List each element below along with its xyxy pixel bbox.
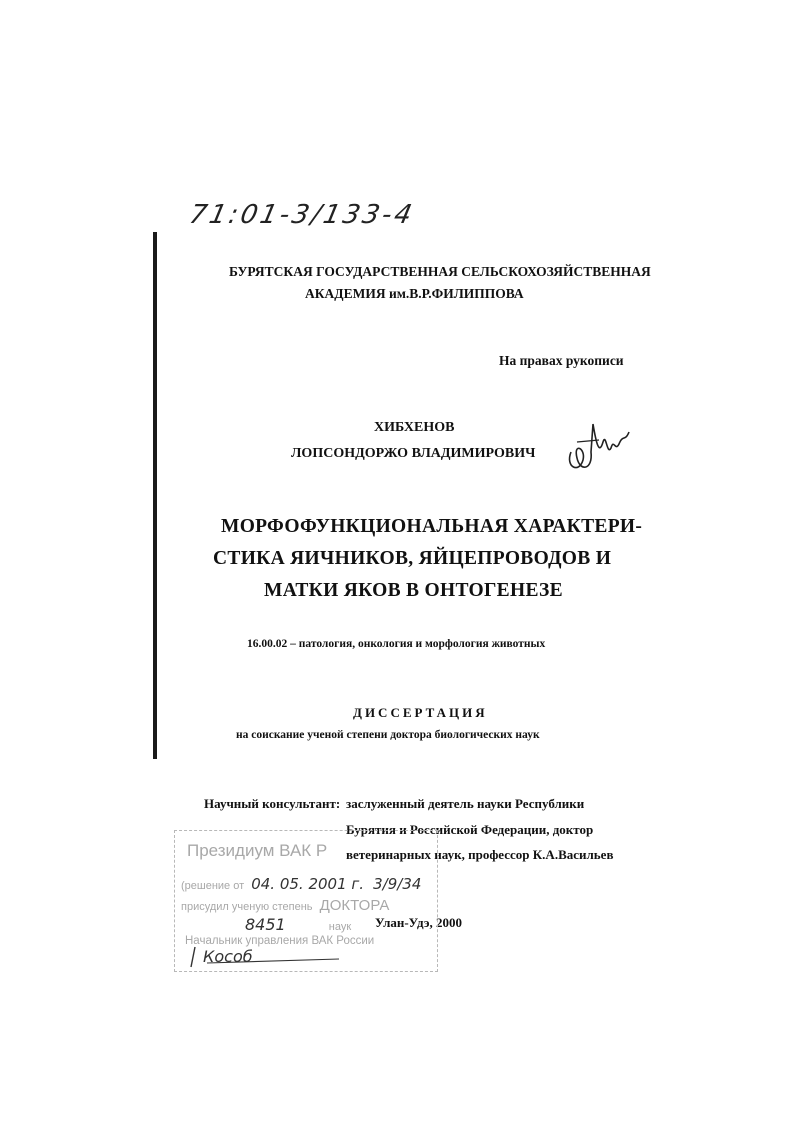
vak-stamp <box>174 830 438 972</box>
scan-margin-bar <box>153 232 157 759</box>
stamp-line-3 <box>181 897 389 914</box>
consultant-line-2: Бурятия и Российской Федерации, доктор <box>346 822 594 837</box>
consultant-line-3: ветеринарных наук, профессор К.А.Васильев <box>346 847 614 862</box>
stamp-degree-suffix: наук <box>328 921 352 933</box>
stamp-signature: Кособ <box>203 947 253 966</box>
stamp-serial: 8451 <box>245 915 286 934</box>
title-line-2: СТИКА ЯИЧНИКОВ, ЯЙЦЕПРОВОДОВ И <box>213 548 612 569</box>
stamp-line-2 <box>181 875 421 893</box>
doc-type: ДИССЕРТАЦИЯ <box>353 705 488 720</box>
title-line-1: МОРФОФУНКЦИОНАЛЬНАЯ ХАРАКТЕРИ- <box>221 516 643 537</box>
institution-line-2: АКАДЕМИЯ им.В.Р.ФИЛИППОВА <box>305 286 524 301</box>
place-year: Улан-Удэ, 2000 <box>375 915 462 930</box>
archive-number: 71:01-3/133-4 <box>186 200 418 230</box>
consultant-label: Научный консультант: <box>204 796 341 811</box>
specialty: 16.00.02 – патология, онкология и морфология животных <box>247 638 546 650</box>
institution-line-1: БУРЯТСКАЯ ГОСУДАРСТВЕННАЯ СЕЛЬСКОХОЗЯЙСТВЕННАЯ <box>229 264 651 279</box>
stamp-awarded-prefix: присудил ученую степень <box>181 901 313 913</box>
degree-sought: на соискание ученой степени доктора биологических наук <box>236 729 540 741</box>
stamp-line-1: Президиум ВАК Р <box>187 841 328 860</box>
author-name: ЛОПСОНДОРЖО ВЛАДИМИРОВИЧ <box>291 446 536 461</box>
consultant-line-1: заслуженный деятель науки Республики <box>346 796 585 811</box>
stamp-line-4 <box>245 915 351 934</box>
stamp-degree-word: ДОКТОРА <box>319 897 390 914</box>
title-line-3: МАТКИ ЯКОВ В ОНТОГЕНЕЗЕ <box>264 580 563 601</box>
stamp-decision-prefix: (решение от <box>181 880 245 892</box>
manuscript-rights: На правах рукописи <box>499 353 624 368</box>
stamp-line-5: Начальник управления ВАК России <box>185 935 375 947</box>
stamp-signature-stroke <box>189 943 349 969</box>
stamp-date: 04. 05. 2001 г. <box>251 875 365 893</box>
author-signature <box>563 412 635 482</box>
stamp-number: 3/9/34 <box>373 875 422 893</box>
author-surname: ХИБХЕНОВ <box>374 420 455 435</box>
